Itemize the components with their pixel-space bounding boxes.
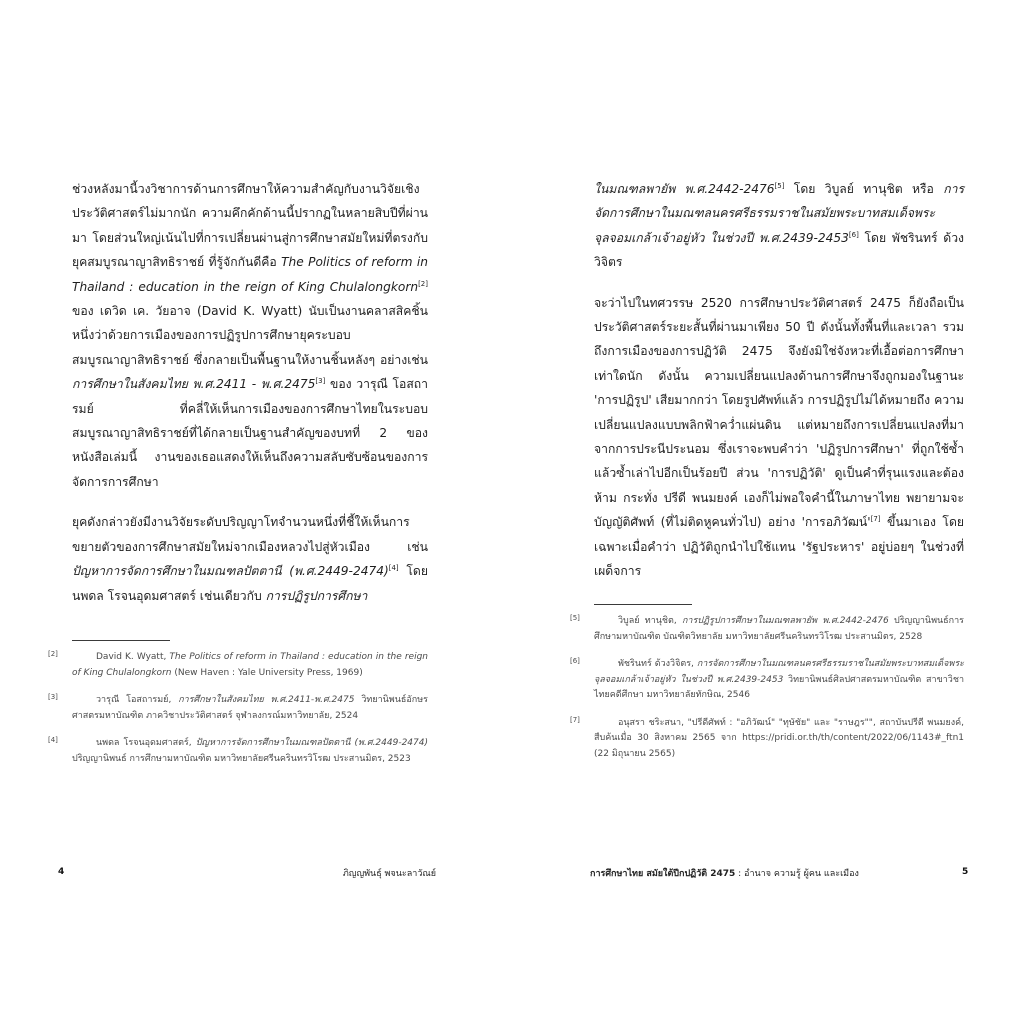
text-run: โดย พัชรินทร์ ด้วงวิจิตร [594,230,964,270]
right-footnotes [570,614,964,774]
left-paragraph-2 [72,510,428,608]
footnote [48,736,428,767]
footnote-text [72,738,428,764]
footnote-number: [7] [570,715,580,724]
text-run: ของ เดวิด เค. วัยอาจ (David K. Wyatt) นับเป็นงานคลาสสิคชิ้นหนึ่งว่าด้วยการเมืองของการปฏิรูปการศึกษายุคระบอบสมบูรณาญาสิทธิราชย์ ซึ่งกลายเป็นพื้นฐานให้งานชิ้นหลังๆ อย่างเช่น [72,304,428,367]
footnote [48,650,428,681]
text-run: ปริญญานิพนธ์ การศึกษามหาบัณฑิต มหาวิทยาลัยศรีนครินทรวิโรฒ ประสานมิตร, 2523 [72,753,411,764]
page-number: 4 [58,867,65,877]
italic-title: ปัญหาการจัดการศึกษาในมณฑลปัตตานี (พ.ศ.2449-2474) [72,564,389,579]
text-run: ของ วารุณี โอสถารมย์ ที่คลี่ให้เห็นการเมืองของการศึกษาไทยในระบอบสมบูรณาญาสิทธิราชย์ที่ได้กลายเป็นฐานสำคัญของบทที่ 2 ของหนังสือเล่มนี้ งานของเธอแสดงให้เห็นถึงความสลับซับซ้อนของการจัดการการศึกษา [72,377,429,489]
italic-title: การจัดการศึกษาในมณฑลนครศรีธรรมราชในสมัยพระบาทสมเด็จพระจุลจอมเกล้าเจ้าอยู่หัว ในช่วงปี พ.ศ.2439-2453 [594,182,964,245]
italic-title: ปัญหาการจัดการศึกษาในมณฑลปัตตานี (พ.ศ.2449-2474) [195,738,428,748]
text-run: David K. Wyatt, [96,652,170,662]
italic-title: การปฏิรูปการศึกษาในมณฑลพายัพ พ.ศ.2442-2476 [681,616,889,626]
footnote [48,693,429,724]
italic-title: การปฏิรูปการศึกษา [265,588,368,603]
right-paragraph-1 [594,177,964,275]
footnote-divider [72,640,170,641]
footnote-text [72,695,428,721]
text-run: วิทยานิพนธ์ศิลปศาสตรมหาบัณฑิต สาขาวิชาไทยคดีศึกษา มหาวิทยาลัยทักษิณ, 2546 [594,674,964,700]
footnote-text [72,652,428,678]
footnote-number: [6] [570,657,580,665]
footnote [570,715,964,763]
footnote-number: [5] [570,614,580,622]
italic-title: ในมณฑลพายัพ พ.ศ.2442-2476 [594,182,775,196]
text-run: นพดล โรจนอุดมศาสตร์, [96,738,196,748]
footnote-ref: [7] [870,515,881,524]
footnote-number: [3] [48,693,58,701]
footnote-number: [2] [48,650,58,658]
footnote [570,657,964,704]
text-run: โดย วิบูลย์ ทานุชิต หรือ [784,182,944,196]
italic-title: The Politics of reform in Thailand : education in the reign of King Chulalongkorn [72,255,428,294]
left-body-text [72,177,428,624]
text-run: ปริญญานิพนธ์การศึกษามหาบัณฑิต บัณฑิตวิทยาลัย มหาวิทยาลัยศรีนครินทรวิโรฒ ประสานมิตร, 2528 [594,616,964,642]
text-run: ยุคดังกล่าวยังมีงานวิจัยระดับปริญญาโทจำนวนหนึ่งที่ชี้ให้เห็นการขยายตัวของการศึกษาสมัยใหม่จากเมืองหลวงไปสู่หัวเมือง เช่น [72,515,428,554]
text-run: (New Haven : Yale University Press, 1969) [171,667,363,678]
running-head-title [590,866,859,880]
page-number: 5 [962,867,969,877]
right-body-text [594,177,964,600]
footnote-text [594,659,964,700]
footnote-ref: [6] [848,230,859,239]
footnote-ref: [4] [388,564,399,573]
text-run: โดย นพดล โรจนอุดมศาสตร์ เช่นเดียวกับ [72,564,428,603]
footnote-ref: [5] [774,181,785,190]
italic-title: การศึกษาในสังคมไทย พ.ศ.2411-พ.ศ.2475 [178,695,355,705]
running-head-title-rest: : อำนาจ ความรู้ ผู้คน และเมือง [735,869,859,879]
text-run: ช่วงหลังมานี้วงวิชาการด้านการศึกษาให้ความสำคัญกับงานวิจัยเชิงประวัติศาสตร์ไม่มากนัก ความคึกคักด้านนี้ปรากฏในหลายสิบปีที่ผ่านมา โดยส่วนใหญ่เน้นไปที่การเปลี่ยนผ่านสู่การศึกษาสมัยใหม่ที่ตรงกับยุคสมบูรณาญาสิทธิราชย์ ที่รู้จักกันดีคือ [72,182,428,270]
right-page [512,0,1024,1024]
text-run: วิทยานิพนธ์อักษรศาสตรมหาบัณฑิต ภาควิชาประวัติศาสตร์ จุฬาลงกรณ์มหาวิทยาลัย, 2524 [72,695,429,721]
right-paragraph-2 [594,291,964,584]
left-paragraph-1 [72,177,428,494]
text-run: พัชรินทร์ ด้วงวิจิตร, [618,659,697,669]
footnote-number: [4] [48,736,58,744]
left-footnotes [48,650,429,779]
footnote [570,614,964,645]
running-head-author: ภิญญพันธุ์ พจนะลาวัณย์ [342,869,436,879]
footnote-text [594,616,964,642]
text-run: อนุสรา ชริะสนา, "ปรีดีศัพท์ : "อภิวัฒน์" "ทุษัชัย" และ "ราษฎร"", สถาบันปรีดี พนมยงค์, สืบค้นเมื่อ 30 สิงหาคม 2565 จาก https://pridi.or.th/th/content/2022/06/1143#_ftn1 (22 มิถุนายน 2565) [594,717,964,759]
footnote-ref: [2] [418,279,428,288]
italic-title: การศึกษาในสังคมไทย พ.ศ.2411 - พ.ศ.2475 [72,377,316,392]
text-run: วิบูลย์ ทานุชิต, [618,616,682,626]
italic-title: การจัดการศึกษาในมณฑลนครศรีธรรมราชในสมัยพระบาทสมเด็จพระจุลจอมเกล้าเจ้าอยู่หัว ในช่วงปี พ.ศ.2439-2453 [594,659,964,685]
footnote-text [594,718,964,759]
text-run: จะว่าไปในทศวรรษ 2520 การศึกษาประวัติศาสตร์ 2475 ก็ยังถือเป็นประวัติศาสตร์ระยะสั้นที่ผ่านมาเพียง 50 ปี ดังนั้นทั้งพื้นที่และเวลา รวมถึงการเมืองของการปฏิวัติ 2475 จึงยังมิใช่จังหวะที่เอื้อต่อการศึกษาเท่าใดนัก ดังนั้น ความเปลี่ยนแปลงด้านการศึกษาจึงถูกมองในฐานะ 'การปฏิรูป' เสียมากกว่า โดยรูปศัพท์แล้ว การปฏิรูปไม่ได้หมายถึง ความเปลี่ยนแปลงแบบพลิกฟ้าคว่ำแผ่นดิน แต่หมายถึงการเปลี่ยนแปลงที่มาจากการประนีประนอม ซึ่งเราจะพบคำว่า 'ปฏิรูปการศึกษา' ที่ถูกใช้ซ้ำแล้วซ้ำเล่าไปอีกเป็นร้อยปี ส่วน 'การปฏิวัติ' ดูเป็นคำที่รุนแรงและต้องห้าม กระทั่ง ปรีดี พนมยงค์ เองก็ไม่พอใจคำนี้ในภาษาไทย พยายามจะบัญญัติศัพท์ (ที่ไม่ติดหูคนทั่วไป) อย่าง 'การอภิวัฒน์' [594,295,964,530]
italic-title: The Politics of reform in Thailand : education in the reign of King Chulalongkorn [72,652,428,678]
running-head-title-bold: การศึกษาไทย สมัยใต้ปีกปฏิวัติ 2475 [590,869,736,879]
footnote-ref: [3] [315,377,326,386]
text-run: ขึ้นมาเอง โดยเฉพาะเมื่อคำว่า ปฏิวัติถูกนำไปใช้แทน 'รัฐประหาร' อยู่บ่อยๆ ในช่วงที่เผด็จการ [594,515,965,579]
text-run: วารุณี โอสถารมย์, [96,695,179,705]
footnote-divider [594,604,692,605]
